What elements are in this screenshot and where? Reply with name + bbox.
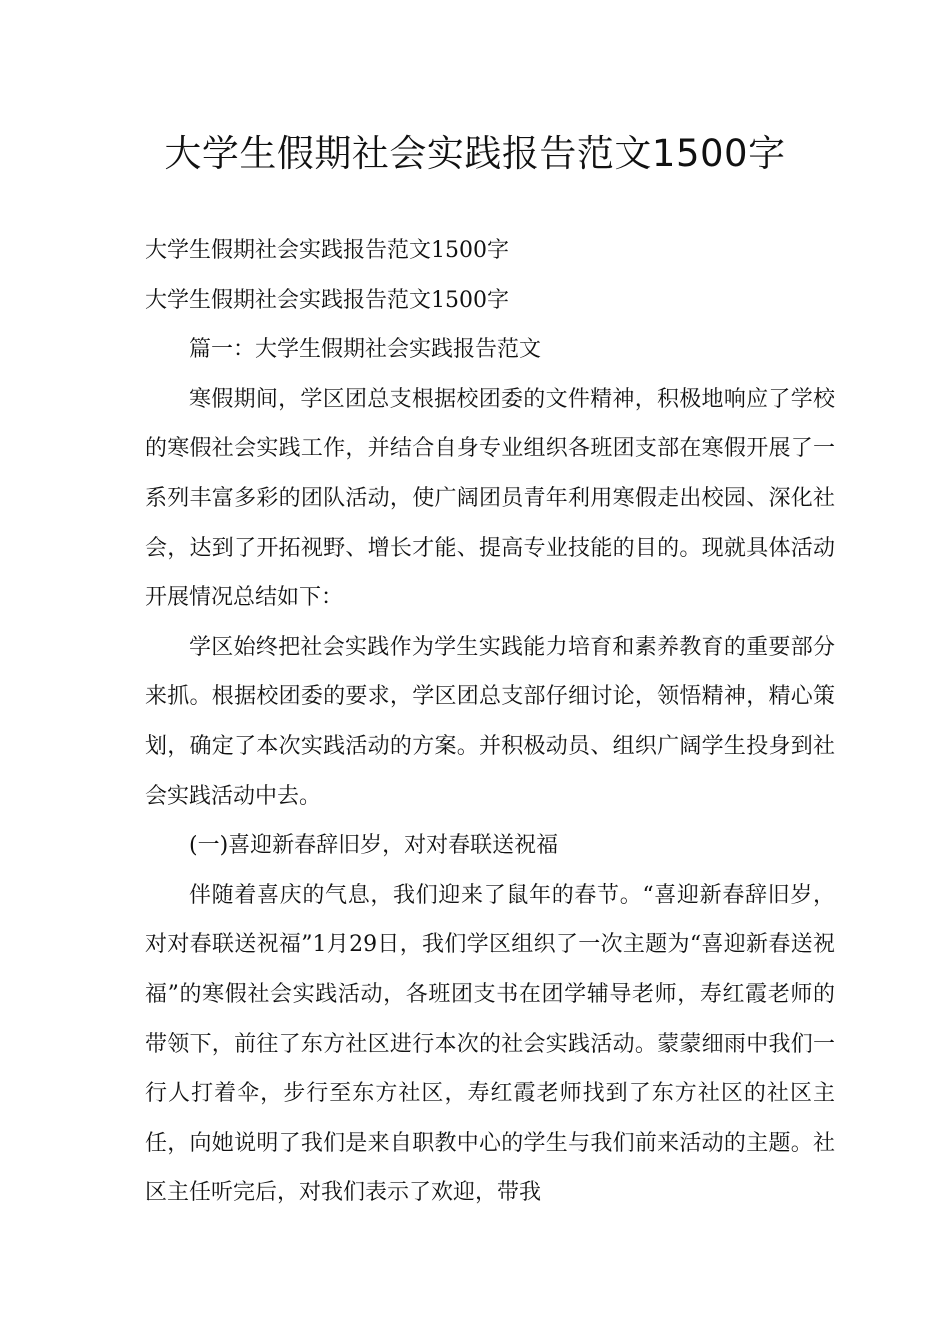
- paragraph-subheading-1: (一)喜迎新春辞旧岁，对对春联送祝福: [189, 833, 559, 859]
- paragraph-body-2: 学区始终把社会实践作为学生实践能力培育和素养教育的重要部分来抓。根据校团委的要求，学区团总支部仔细讨论，领悟精神，精心策划，确定了本次实践活动的方案。并积极动员、组织广阔学生投身到社会实践活动中去。: [145, 634, 835, 809]
- paragraph-body-1: 寒假期间，学区团总支根据校团委的文件精神，积极地响应了学校的寒假社会实践工作，并结合自身专业组织各班团支部在寒假开展了一系列丰富多彩的团队活动，使广阔团员青年利用寒假走出校园、深化社会，达到了开拓视野、增长才能、提高专业技能的目的。现就具体活动开展情况总结如下：: [145, 386, 835, 611]
- document-title: 大学生假期社会实践报告范文1500字: [164, 132, 786, 175]
- paragraph-subtitle-2: 大学生假期社会实践报告范文1500字: [145, 287, 509, 313]
- document-body: [145, 226, 835, 1218]
- paragraph-section-heading: 篇一：大学生假期社会实践报告范文: [189, 337, 542, 363]
- paragraph-subtitle-1: 大学生假期社会实践报告范文1500字: [145, 238, 509, 263]
- paragraph-body-3: 伴随着喜庆的气息，我们迎来了鼠年的春节。“喜迎新春辞旧岁，对对春联送祝福”1月29日，我们学区组织了一次主题为“喜迎新春送祝福”的寒假社会实践活动，各班团支书在团学辅导老师，寿红霞老师的带领下，前往了东方社区进行本次的社会实践活动。蒙蒙细雨中我们一行人打着伞，步行至东方社区，寿红霞老师找到了东方社区的社区主任，向她说明了我们是来自职教中心的学生与我们前来活动的主题。社区主任听完后，对我们表示了欢迎，带我: [145, 882, 835, 1206]
